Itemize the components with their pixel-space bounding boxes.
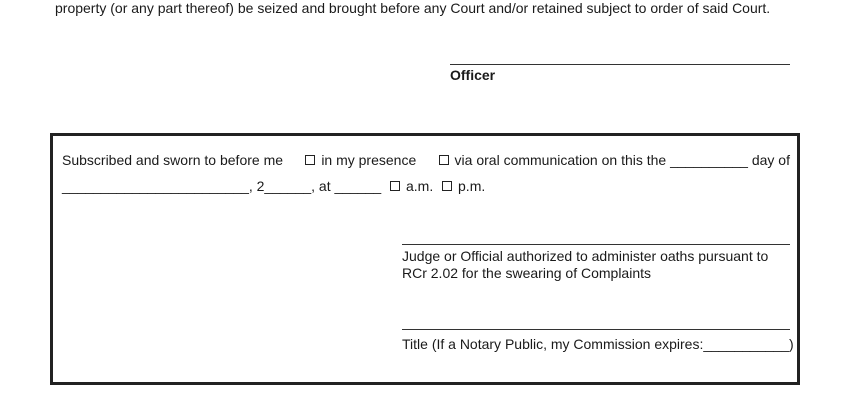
pm-label: p.m. bbox=[458, 178, 486, 194]
sworn-line1-text-a: Subscribed and sworn to before me bbox=[62, 152, 284, 168]
judge-signature-line[interactable] bbox=[402, 244, 790, 245]
oral-communication-checkbox[interactable] bbox=[439, 155, 449, 165]
title-label: Title (If a Notary Public, my Commission expires:___________) bbox=[402, 336, 794, 352]
am-label: a.m. bbox=[406, 178, 434, 194]
officer-label: Officer bbox=[450, 67, 496, 83]
in-presence-checkbox[interactable] bbox=[305, 155, 315, 165]
judge-label-line-1: Judge or Official authorized to administer oaths pursuant to bbox=[402, 248, 769, 264]
judge-label-line-2: RCr 2.02 for the swearing of Complaints bbox=[402, 265, 651, 281]
am-checkbox[interactable] bbox=[390, 181, 400, 191]
sworn-statement-box bbox=[50, 133, 800, 385]
oral-communication-option: via oral communication on this the __________ day of bbox=[437, 152, 790, 169]
top-paragraph: property (or any part thereof) be seized and brought before any Court and/or retained subject to order of said Court. bbox=[55, 0, 771, 16]
title-signature-line[interactable] bbox=[402, 329, 790, 330]
sworn-line-1 bbox=[62, 152, 790, 169]
officer-signature-line[interactable] bbox=[450, 64, 790, 65]
pm-checkbox[interactable] bbox=[442, 181, 452, 191]
sworn-line2-text-a: ________________________, 2______, at ______ bbox=[62, 178, 382, 194]
in-presence-option: in my presence bbox=[303, 152, 416, 169]
sworn-line-2 bbox=[62, 178, 485, 195]
